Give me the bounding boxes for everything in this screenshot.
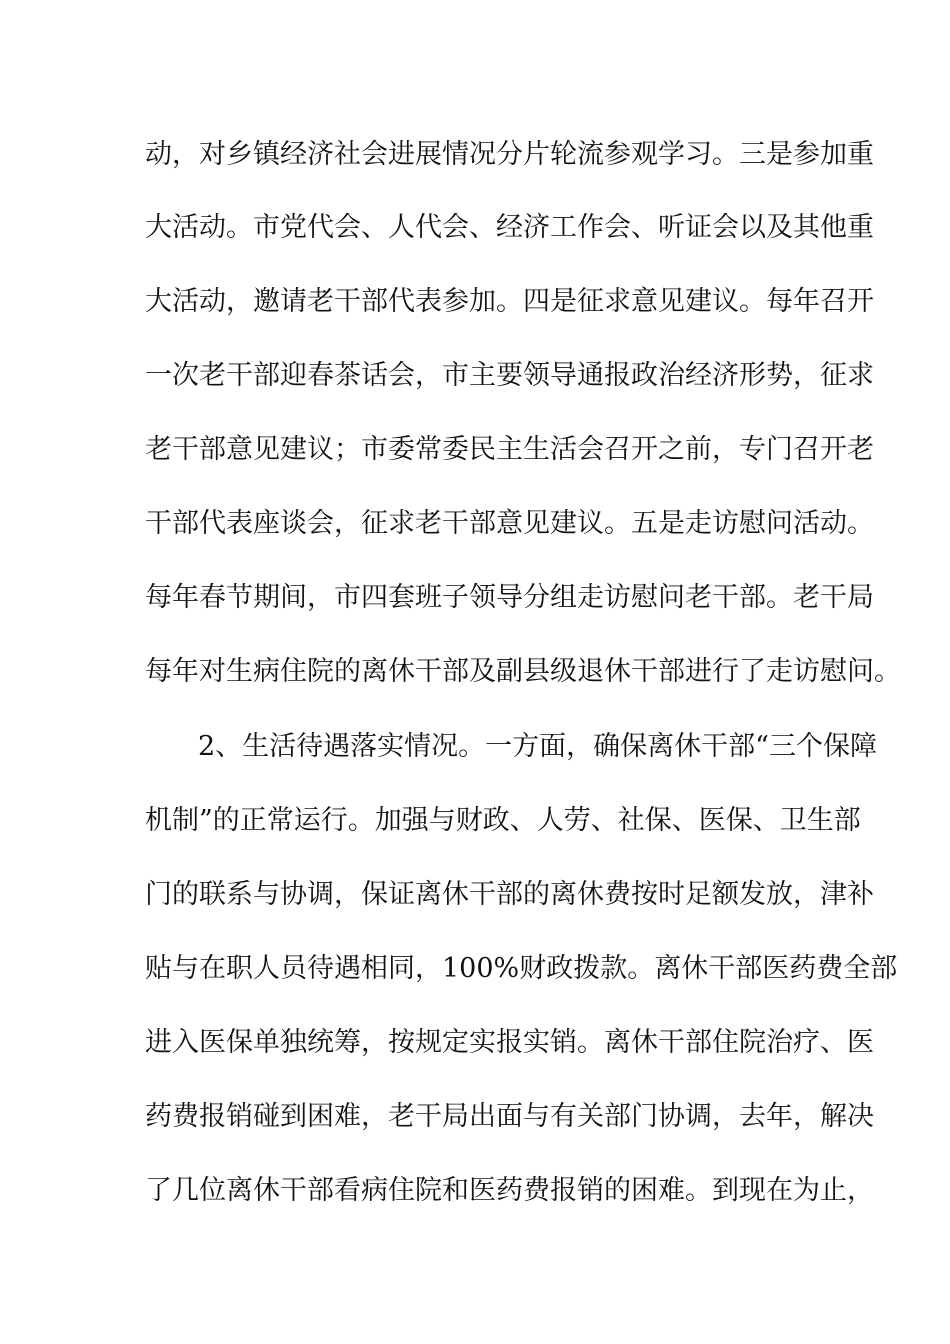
body-text-line: 贴与在职人员待遇相同，100%财政拨款。离休干部医药费全部 [145, 953, 898, 984]
body-text-line: 动，对乡镇经济社会进展情况分片轮流参观学习。三是参加重 [145, 139, 874, 170]
body-text-line: 干部代表座谈会，征求老干部意见建议。五是走访慰问活动。 [145, 508, 874, 539]
body-text-line: 每年对生病住院的离休干部及副县级退休干部进行了走访慰问。 [145, 656, 901, 687]
body-text-line: 进入医保单独统筹，按规定实报实销。离休干部住院治疗、医 [145, 1027, 874, 1058]
body-text-line: 老干部意见建议；市委常委民主生活会召开之前，专门召开老 [145, 434, 874, 465]
body-text-line: 门的联系与协调，保证离休干部的离休费按时足额发放，津补 [145, 879, 874, 910]
body-text-line: 了几位离休干部看病住院和医药费报销的困难。到现在为止， [145, 1175, 874, 1206]
body-text-line: 大活动。市党代会、人代会、经济工作会、听证会以及其他重 [145, 212, 874, 243]
body-text-line: 每年春节期间，市四套班子领导分组走访慰问老干部。老干局 [145, 582, 874, 613]
paragraph-heading-line: 2、生活待遇落实情况。一方面，确保离休干部“三个保障 [198, 731, 877, 762]
body-text-line: 大活动，邀请老干部代表参加。四是征求意见建议。每年召开 [145, 286, 874, 317]
body-text-line: 机制”的正常运行。加强与财政、人劳、社保、医保、卫生部 [145, 805, 861, 836]
body-text-line: 一次老干部迎春茶话会，市主要领导通报政治经济形势，征求 [145, 360, 874, 391]
body-text-line: 药费报销碰到困难，老干局出面与有关部门协调，去年，解决 [145, 1101, 874, 1132]
